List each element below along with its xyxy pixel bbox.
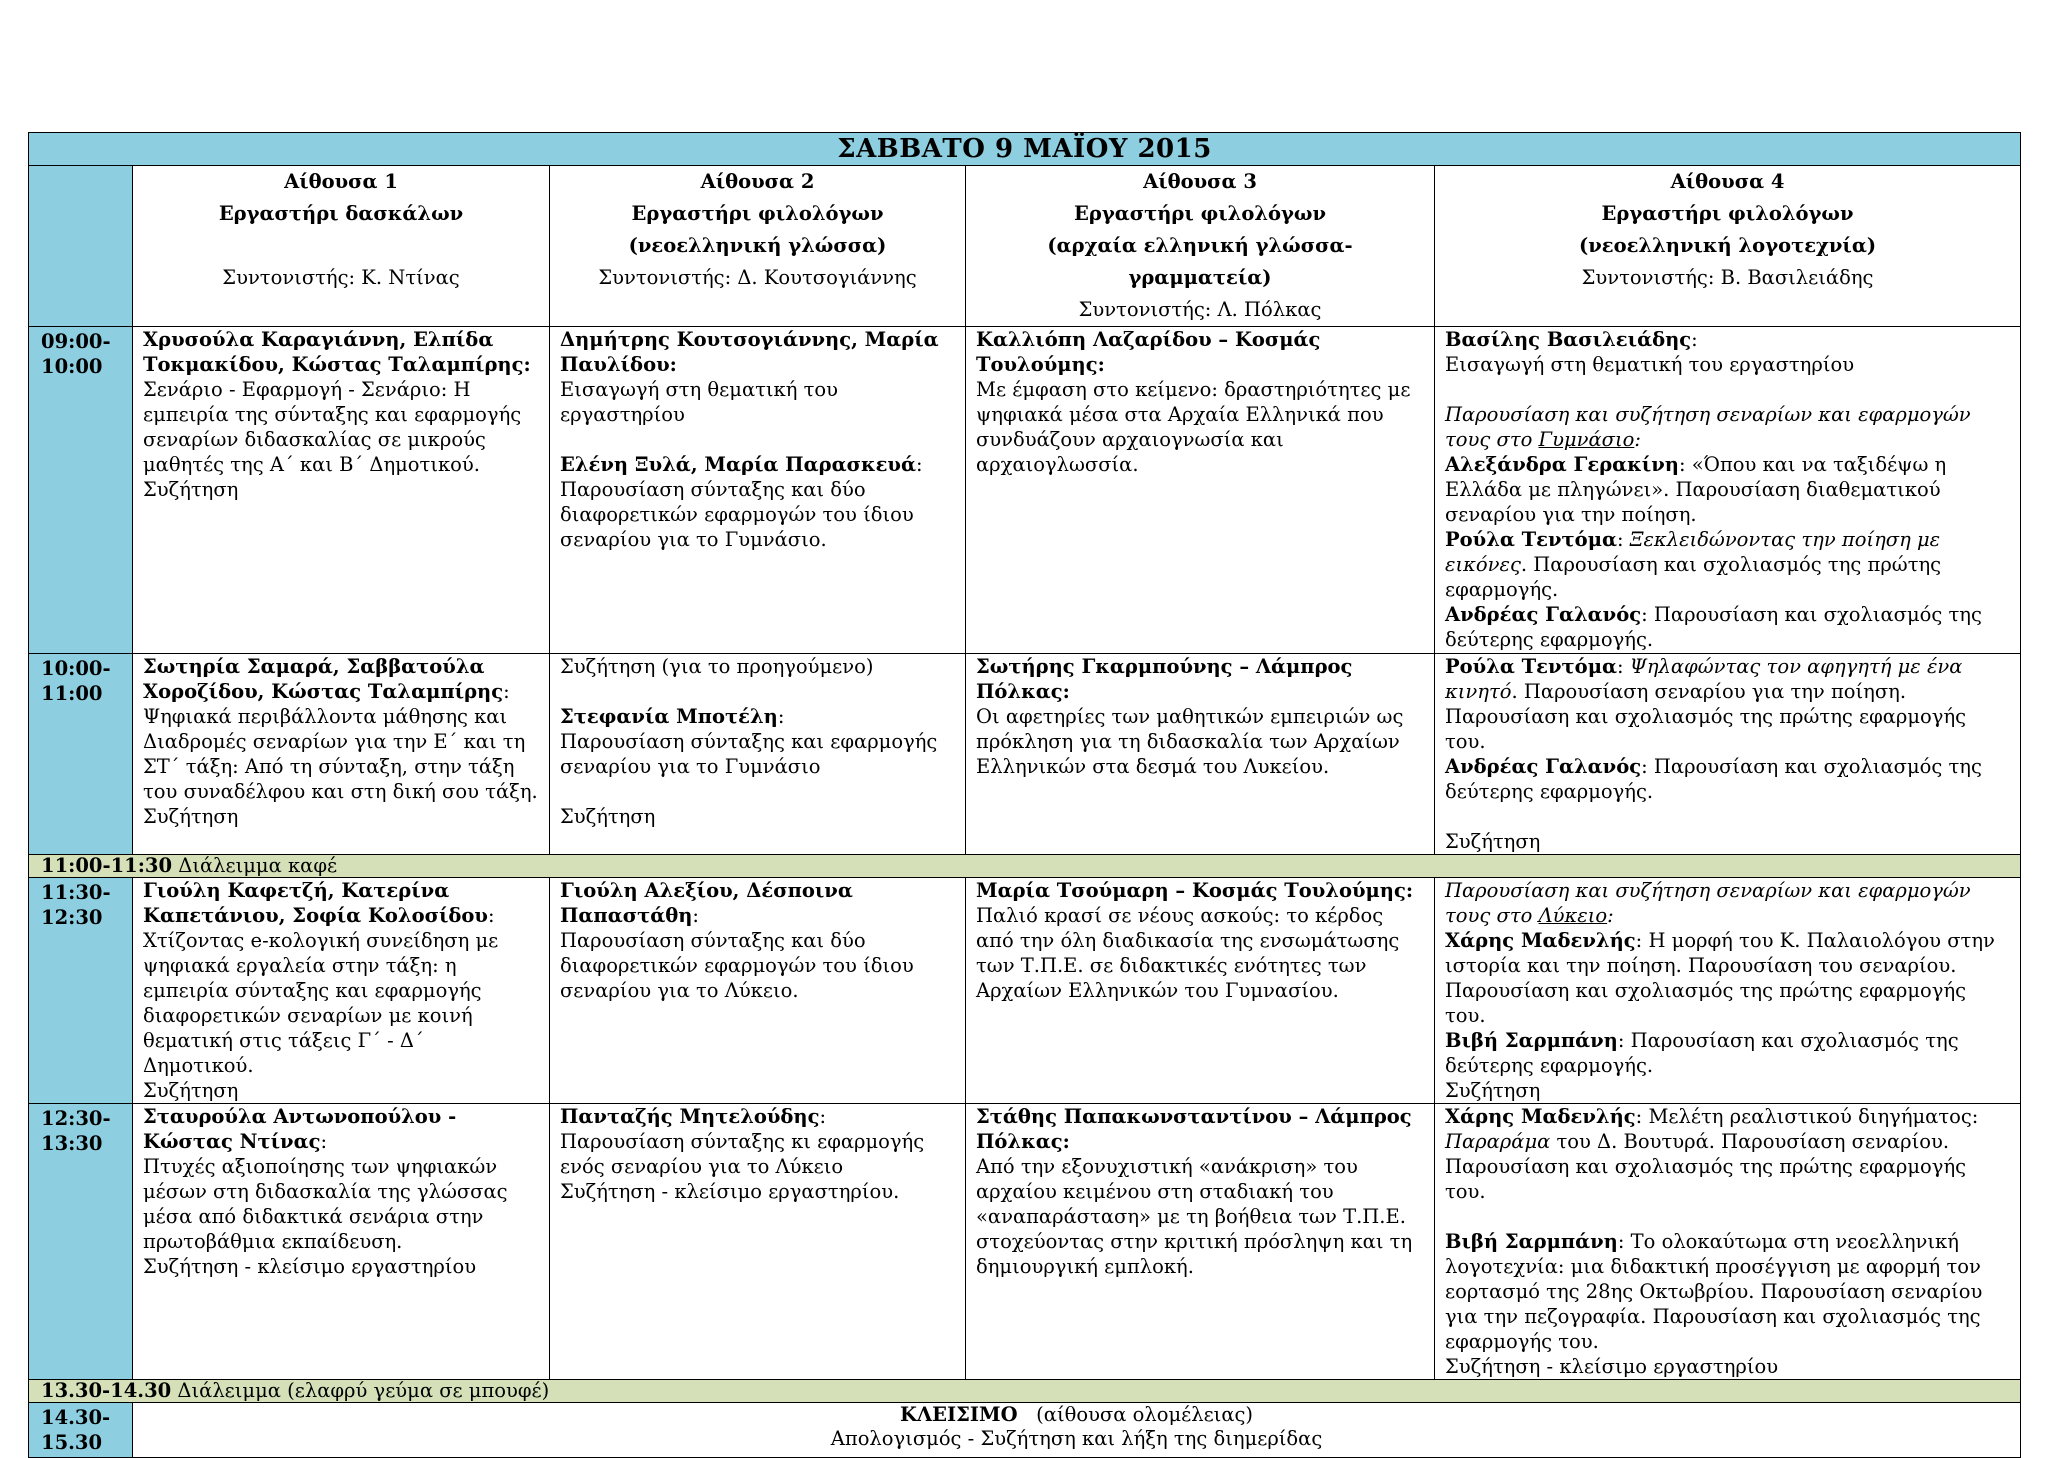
session-room1: Σωτηρία Σαμαρά, Σαββατούλα Χοροζίδου, Κώστας Ταλαμπίρης: Ψηφιακά περιβάλλοντα μάθησης και Διαδρομές σεναρίων για την Ε΄ και τη ΣΤ΄ τάξη: Από τη σύνταξη, στην τάξη του συναδέλφου και στη δική σου τάξη. Συζήτηση bbox=[133, 654, 550, 855]
time-cell: 14.30- 15.30 bbox=[29, 1403, 133, 1458]
session-room1: Γιούλη Καφετζή, Κατερίνα Καπετάνιου, Σοφία Κολοσίδου: Χτίζοντας e-κολογική συνείδηση με ψηφιακά εργαλεία στην τάξη: η εμπειρία σύνταξης και εφαρμογής διαφορετικών σεναρίων με κοινή θεματική στις τάξεις Γ΄ - Δ΄ Δημοτικού. Συζήτηση bbox=[133, 878, 550, 1104]
session-room4: Βασίλης Βασιλειάδης: Εισαγωγή στη θεματική του εργαστηρίου Παρουσίαση και συζήτηση σεναρίων και εφαρμογών τους στο Γυμνάσιο: Αλεξάνδρα Γερακίνη: «Όπου και να ταξιδέψω η Ελλάδα με πληγώνει». Παρουσίαση διαθεματικού σεναρίου για την ποίηση. Ρούλα Τεντόμα: Ξεκλειδώνοντας την ποίηση με εικόνες. Παρουσίαση και σχολιασμός της πρώτης εφαρμογής. Ανδρέας Γαλανός: Παρουσίαση και σχολιασμός της δεύτερης εφαρμογής. bbox=[1435, 327, 2021, 654]
lunch-break-row: 13.30-14.30 Διάλειμμα (ελαφρύ γεύμα σε μπουφέ) bbox=[29, 1380, 2021, 1403]
schedule-table bbox=[28, 132, 2021, 1458]
session-room3: Καλλιόπη Λαζαρίδου – Κοσμάς Τουλούμης: Με έμφαση στο κείμενο: δραστηριότητες με ψηφιακά μέσα στα Αρχαία Ελληνικά που συνδυάζουν αρχαιογνωσία και αρχαιογλωσσία. bbox=[966, 327, 1435, 654]
session-room3: Μαρία Τσούμαρη – Κοσμάς Τουλούμης: Παλιό κρασί σε νέους ασκούς: το κέρδος από την όλη διαδικασία της ενσωμάτωσης των Τ.Π.Ε. σε διδακτικές ενότητες των Αρχαίων Ελληνικών του Γυμνασίου. bbox=[966, 878, 1435, 1104]
time-cell: 12:30- 13:30 bbox=[29, 1104, 133, 1380]
session-room2: Συζήτηση (για το προηγούμενο) Στεφανία Μποτέλη: Παρουσίαση σύνταξης και εφαρμογής σεναρίου για το Γυμνάσιο Συζήτηση bbox=[550, 654, 966, 855]
session-room1: Χρυσούλα Καραγιάννη, Ελπίδα Τοκμακίδου, Κώστας Ταλαμπίρης: Σενάριο - Εφαρμογή - Σενάριο: Η εμπειρία της σύνταξης και εφαρμογής σεναρίων διδασκαλίας σε μικρούς μαθητές της Α΄ και Β΄ Δημοτικού. Συζήτηση bbox=[133, 327, 550, 654]
room-header-1: Αίθουσα 1 Εργαστήρι δασκάλων Συντονιστής: Κ. Ντίνας bbox=[133, 166, 550, 327]
session-room4: Ρούλα Τεντόμα: Ψηλαφώντας τον αφηγητή με ένα κινητό. Παρουσίαση σεναρίου για την ποίηση. Παρουσίαση και σχολιασμός της πρώτης εφαρμογής του. Ανδρέας Γαλανός: Παρουσίαση και σχολιασμός της δεύτερης εφαρμογής. Συζήτηση bbox=[1435, 654, 2021, 855]
time-cell: 10:00- 11:00 bbox=[29, 654, 133, 855]
time-cell: 11:30- 12:30 bbox=[29, 878, 133, 1104]
session-room3: Σωτήρης Γκαρμπούνης – Λάμπρος Πόλκας: Οι αφετηρίες των μαθητικών εμπειριών ως πρόκληση για τη διδασκαλία των Αρχαίων Ελληνικών στα δεσμά του Λυκείου. bbox=[966, 654, 1435, 855]
session-room2: Γιούλη Αλεξίου, Δέσποινα Παπαστάθη: Παρουσίαση σύνταξης και δύο διαφορετικών εφαρμογών του ίδιου σεναρίου για το Λύκειο. bbox=[550, 878, 966, 1104]
time-cell: 09:00- 10:00 bbox=[29, 327, 133, 654]
room-header-4: Αίθουσα 4 Εργαστήρι φιλολόγων (νεοελληνική λογοτεχνία) Συντονιστής: Β. Βασιλειάδης bbox=[1435, 166, 2021, 327]
session-room2: Δημήτρης Κουτσογιάννης, Μαρία Παυλίδου: Εισαγωγή στη θεματική του εργαστηρίου Ελένη Ξυλά, Μαρία Παρασκευά: Παρουσίαση σύνταξης και δύο διαφορετικών εφαρμογών του ίδιου σεναρίου για το Γυμνάσιο. bbox=[550, 327, 966, 654]
coffee-break-row: 11:00-11:30 Διάλειμμα καφέ bbox=[29, 855, 2021, 878]
page-title: ΣΑΒΒΑΤΟ 9 ΜΑΪΟΥ 2015 bbox=[29, 133, 2021, 166]
room-header-2: Αίθουσα 2 Εργαστήρι φιλολόγων (νεοελληνική γλώσσα) Συντονιστής: Δ. Κουτσογιάννης bbox=[550, 166, 966, 327]
header-blank bbox=[29, 166, 133, 327]
closing-session: ΚΛΕΙΣΙΜΟ (αίθουσα ολομέλειας) Απολογισμός - Συζήτηση και λήξη της διημερίδας bbox=[133, 1403, 2021, 1458]
session-room4: Παρουσίαση και συζήτηση σεναρίων και εφαρμογών τους στο Λύκειο: Χάρης Μαδενλής: Η μορφή του Κ. Παλαιολόγου στην ιστορία και την ποίηση. Παρουσίαση του σεναρίου. Παρουσίαση και σχολιασμός της πρώτης εφαρμογής του. Βιβή Σαρμπάνη: Παρουσίαση και σχολιασμός της δεύτερης εφαρμογής. Συζήτηση bbox=[1435, 878, 2021, 1104]
session-room1: Σταυρούλα Αντωνοπούλου - Κώστας Ντίνας: Πτυχές αξιοποίησης των ψηφιακών μέσων στη διδασκαλία της γλώσσας μέσα από διδακτικά σενάρια στην πρωτοβάθμια εκπαίδευση. Συζήτηση - κλείσιμο εργαστηρίου bbox=[133, 1104, 550, 1380]
session-room3: Στάθης Παπακωνσταντίνου – Λάμπρος Πόλκας: Από την εξονυχιστική «ανάκριση» του αρχαίου κειμένου στη σταδιακή του «αναπαράσταση» με τη βοήθεια των Τ.Π.Ε. στοχεύοντας στην κριτική πρόσληψη και τη δημιουργική εμπλοκή. bbox=[966, 1104, 1435, 1380]
session-room2: Πανταζής Μητελούδης: Παρουσίαση σύνταξης κι εφαρμογής ενός σεναρίου για το Λύκειο Συζήτηση - κλείσιμο εργαστηρίου. bbox=[550, 1104, 966, 1380]
room-header-3: Αίθουσα 3 Εργαστήρι φιλολόγων (αρχαία ελληνική γλώσσα-γραμματεία) Συντονιστής: Λ. Πόλκας bbox=[966, 166, 1435, 327]
session-room4: Χάρης Μαδενλής: Μελέτη ρεαλιστικού διηγήματος: Παραράμα του Δ. Βουτυρά. Παρουσίαση σεναρίου. Παρουσίαση και σχολιασμός της πρώτης εφαρμογής του. Βιβή Σαρμπάνη: Το ολοκαύτωμα στη νεοελληνική λογοτεχνία: μια διδακτική προσέγγιση με αφορμή τον εορτασμό της 28ης Οκτωβρίου. Παρουσίαση σεναρίου για την πεζογραφία. Παρουσίαση και σχολιασμός της εφαρμογής του. Συζήτηση - κλείσιμο εργαστηρίου bbox=[1435, 1104, 2021, 1380]
